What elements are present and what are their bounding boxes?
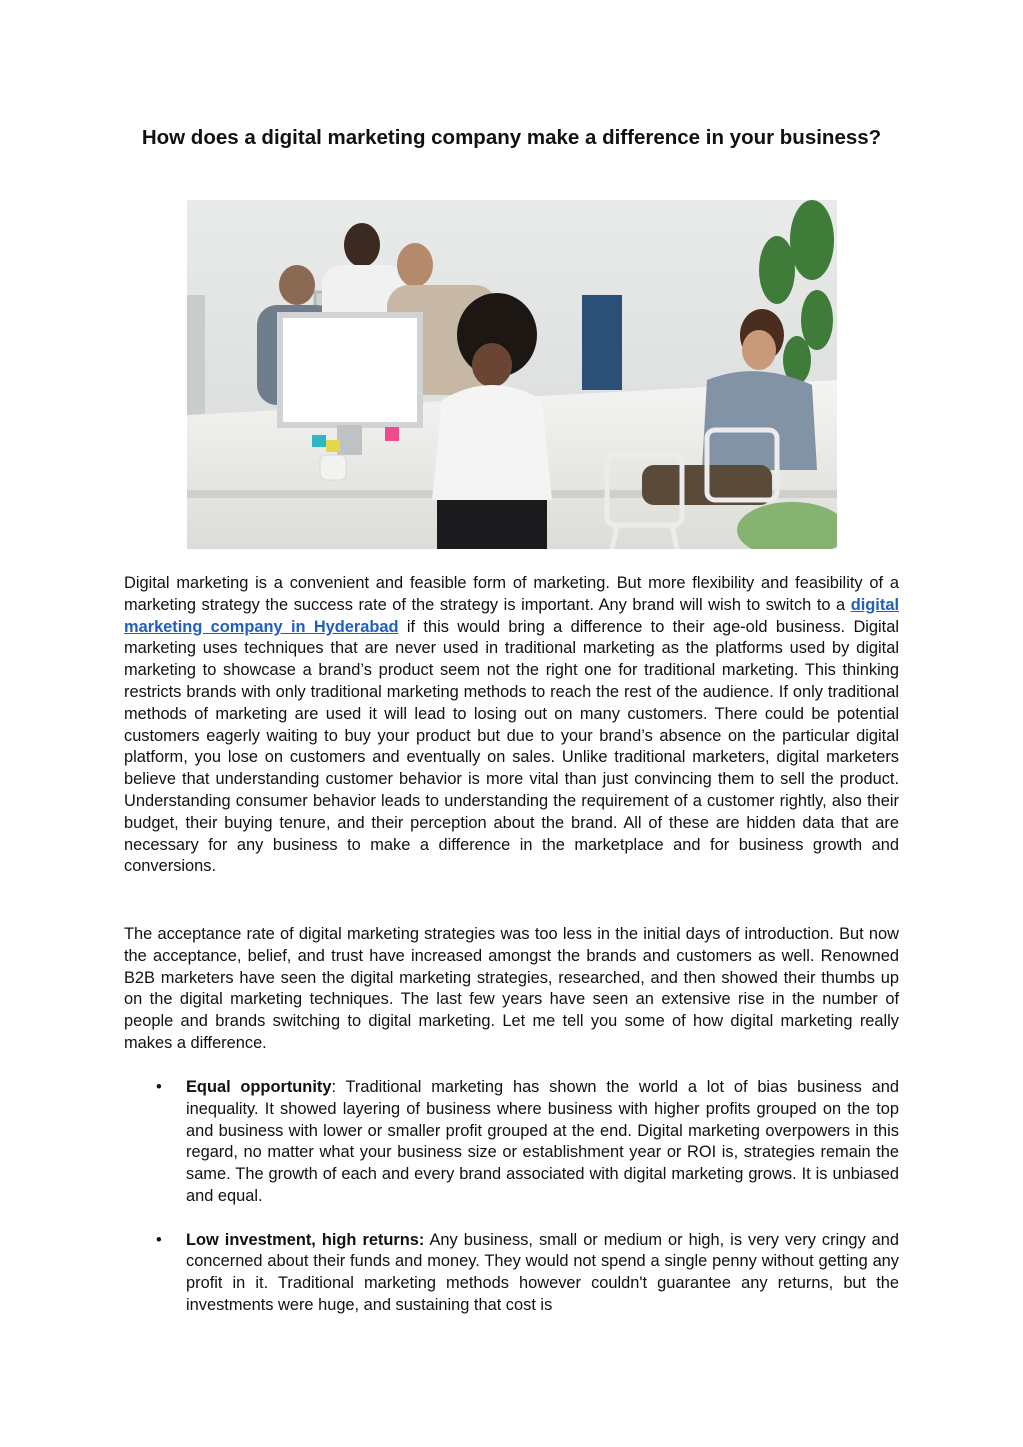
list-item-text: : Traditional marketing has shown the world a lot of bias business and inequality. It showed layering of business where business with higher profits grouped on the top and business with lower or smaller profit grouped at the end. Digital marketing overpowers in this regard, no matter what your business size or establishment year or ROI is, strategies remain the same. The growth of each and every brand associated with digital marketing grows. It is unbiased and equal.	[186, 1078, 899, 1205]
list-item	[124, 1077, 899, 1208]
document-title: How does a digital marketing company make a difference in your business?	[141, 126, 882, 149]
paragraph-2: The acceptance rate of digital marketing strategies was too less in the initial days of introduction. But now the acceptance, belief, and trust have increased amongst the brands and customers as well. Renowned B2B marketers have seen the digital marketing strategies, researched, and then showed their thumbs up on the digital marketing techniques. The last few years have seen an extensive rise in the number of people and brands switching to digital marketing. Let me tell you some of how digital marketing really makes a difference.	[124, 925, 899, 1052]
list-item-heading: Equal opportunity	[186, 1078, 332, 1096]
list-item	[124, 1230, 899, 1317]
benefits-list	[124, 1077, 899, 1339]
list-item-heading: Low investment, high returns:	[186, 1230, 425, 1249]
bullet-icon: •	[156, 1078, 162, 1096]
bullet-icon: •	[156, 1230, 162, 1249]
paragraph-1	[124, 573, 899, 878]
paragraph-1-text-start: Digital marketing is a convenient and feasible form of marketing. But more flexibility and feasibility of a marketing strategy the success rate of the strategy is important. Any brand will wish to switch to a	[124, 574, 899, 614]
paragraph-1-text-end: if this would bring a difference to their age-old business. Digital marketing uses techniques that are never used in traditional marketing as the platforms used by digital marketing to showcase a brand’s product seem not the right one for traditional marketing. This thinking restricts brands with only traditional marketing methods to reach the rest of the audience. If only traditional methods of marketing are used it will lead to losing out on many customers. There could be potential customers eagerly waiting to buy your product but due to your brand’s absence on the particular digital platform, you lose on customers and eventually on sales. Unlike traditional marketers, digital marketers believe that understanding customer behavior is more vital than just convincing them to sell the product. Understanding consumer behavior leads to understanding the requirement of a customer rightly, also their budget, their buying tenure, and their perception about the brand. All of these are hidden data that are necessary for any business to make a difference in the marketplace and for business growth and conversions.	[124, 617, 899, 876]
list-item-text: Any business, small or medium or high, is very very cringy and concerned about their funds and money. They would not spend a single penny without getting any profit in it. Traditional marketing methods however couldn't guarantee any returns, but the investments were huge, and sustaining that cost is	[186, 1230, 899, 1314]
office-photo	[187, 200, 837, 549]
hyderabad-company-link[interactable]: digital marketing company in Hyderabad	[124, 595, 899, 636]
